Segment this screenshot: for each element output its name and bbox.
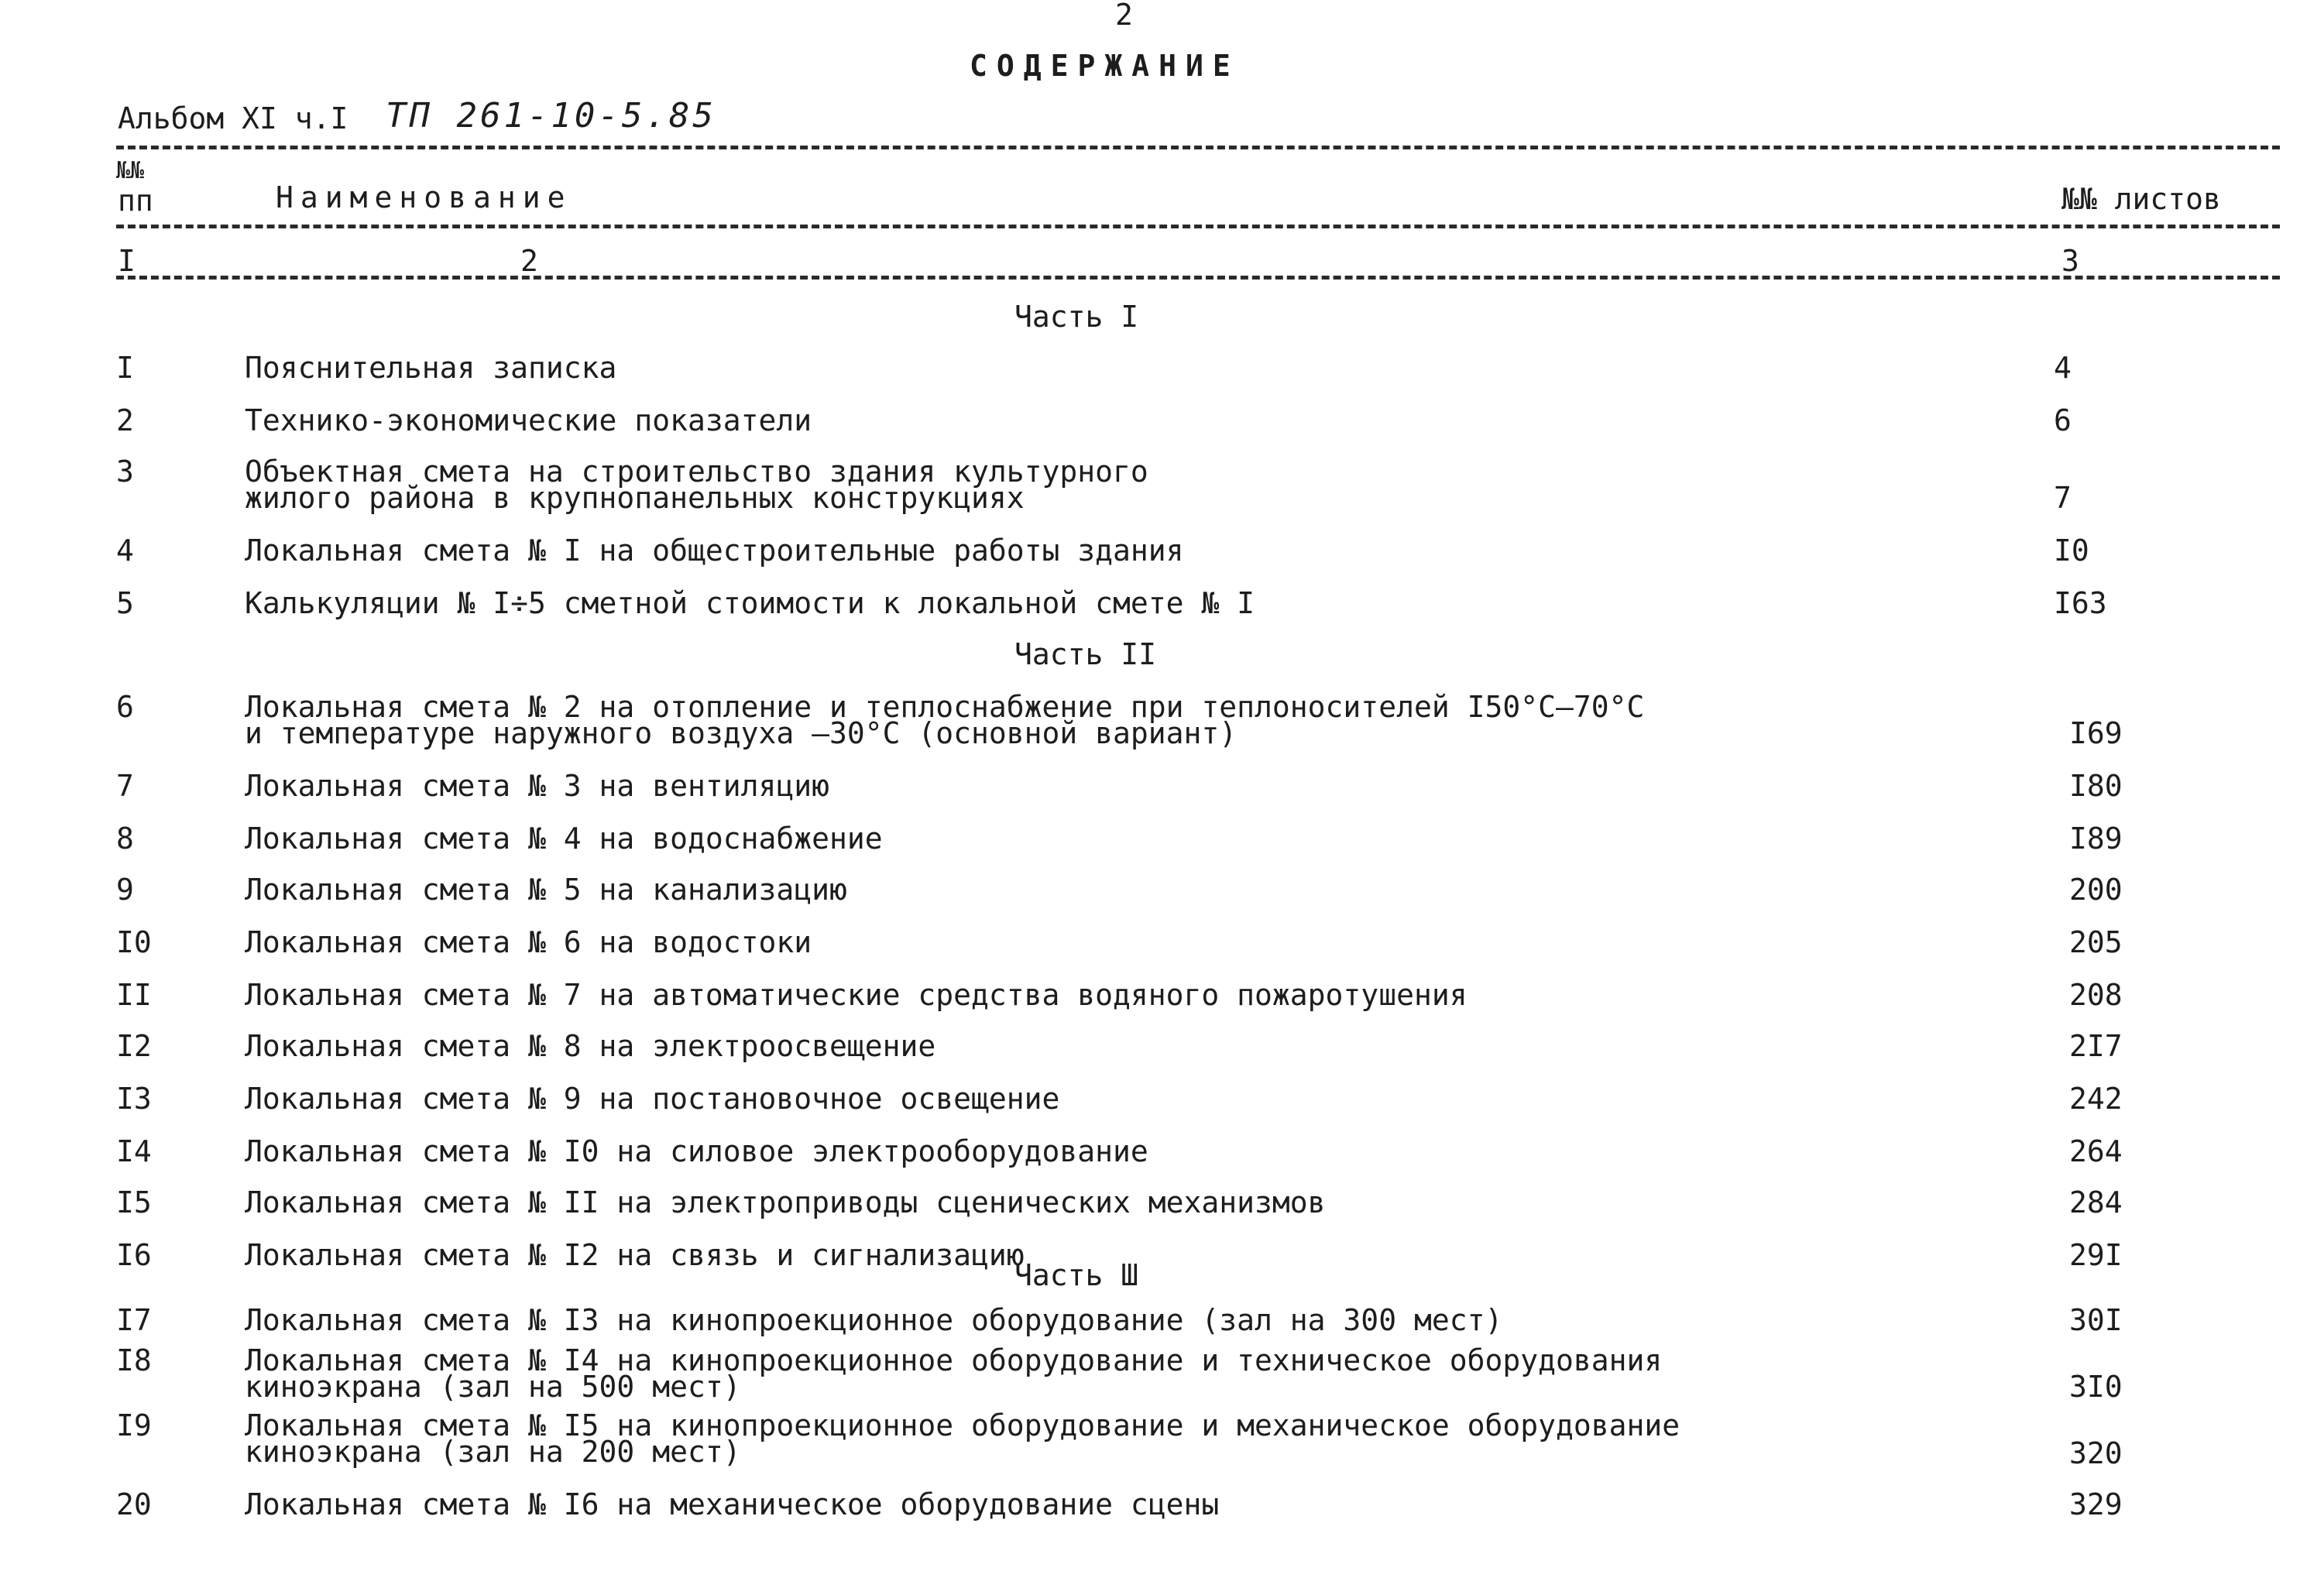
row-number: I5	[116, 1185, 152, 1219]
col-index-1: I	[118, 244, 136, 278]
col-index-3: 3	[2061, 244, 2079, 278]
row-sheet: 329	[2069, 1487, 2123, 1521]
page-title: СОДЕРЖАНИЕ	[970, 49, 1240, 83]
row-sheet: 7	[2054, 481, 2072, 515]
row-sheet: 320	[2069, 1436, 2123, 1470]
row-title: Локальная смета № 9 на постановочное освещение	[245, 1082, 1060, 1116]
row-sheet: 4	[2054, 351, 2072, 385]
row-title: Локальная смета № I0 на силовое электрооборудование	[245, 1134, 1148, 1168]
row-title-line2: киноэкрана (зал на 200 мест)	[245, 1435, 741, 1469]
row-title: Локальная смета № 8 на электроосвещение	[245, 1029, 936, 1063]
row-sheet: I69	[2069, 716, 2123, 750]
row-number: 3	[116, 454, 134, 489]
part-heading-1: Часть I	[1014, 300, 1139, 334]
row-title: Локальная смета № 7 на автоматические средства водяного пожаротушения	[245, 978, 1468, 1012]
header-rule-bottom	[116, 276, 2280, 280]
row-number: 7	[116, 769, 134, 803]
row-sheet: 2I7	[2069, 1029, 2123, 1063]
row-sheet: I63	[2054, 586, 2107, 620]
row-title: Локальная смета № 6 на водостоки	[245, 925, 812, 959]
row-number: II	[116, 978, 152, 1012]
col-sheets-header: №№ листов	[2061, 182, 2221, 216]
row-number: 5	[116, 586, 134, 620]
row-sheet: 6	[2054, 403, 2072, 437]
row-title: Локальная смета № I6 на механическое оборудование сцены	[245, 1487, 1220, 1521]
row-title: Локальная смета № 3 на вентиляцию	[245, 769, 829, 803]
row-title-line1: Локальная смета № I5 на кинопроекционное оборудование и механическое оборудование	[245, 1408, 1680, 1442]
row-number: I6	[116, 1238, 152, 1272]
row-title-line1: Локальная смета № I4 на кинопроекционное оборудование и техническое оборудования	[245, 1343, 1663, 1377]
row-number: 8	[116, 822, 134, 856]
row-number: I4	[116, 1134, 152, 1168]
row-number: I9	[116, 1408, 152, 1442]
row-number: I2	[116, 1029, 152, 1063]
row-number: I7	[116, 1303, 152, 1337]
header-rule-middle	[116, 225, 2280, 228]
part-heading-3: Часть Ш	[1014, 1258, 1139, 1292]
header-rule-top	[116, 146, 2280, 149]
album-code: ТП 261-10-5.85	[386, 96, 716, 135]
row-sheet: 264	[2069, 1134, 2123, 1168]
row-sheet: 208	[2069, 978, 2123, 1012]
row-title: Локальная смета № I2 на связь и сигнализацию	[245, 1238, 1025, 1272]
row-title-line2: жилого района в крупнопанельных конструкциях	[245, 481, 1025, 515]
row-number: I0	[116, 925, 152, 959]
row-title-line1: Объектная смета на строительство здания культурного	[245, 454, 1148, 489]
row-sheet: 242	[2069, 1082, 2123, 1116]
row-number: 6	[116, 690, 134, 724]
row-title-line2: и температуре наружного воздуха –30°C (основной вариант)	[245, 716, 1238, 750]
row-number: 20	[116, 1487, 152, 1521]
row-sheet: 284	[2069, 1185, 2123, 1219]
row-title: Локальная смета № I на общестроительные работы здания	[245, 533, 1184, 568]
row-sheet: I80	[2069, 769, 2123, 803]
row-title: Пояснительная записка	[245, 351, 617, 385]
row-title: Локальная смета № II на электроприводы сценических механизмов	[245, 1185, 1326, 1219]
col-index-2: 2	[520, 244, 538, 278]
row-sheet: I89	[2069, 822, 2123, 856]
part-heading-2: Часть II	[1014, 637, 1157, 671]
row-number: 4	[116, 533, 134, 568]
row-number: I8	[116, 1343, 152, 1377]
page-number: 2	[1115, 0, 1133, 32]
row-sheet: 29I	[2069, 1238, 2123, 1272]
col-name-header: Наименование	[276, 180, 572, 214]
row-sheet: I0	[2054, 533, 2089, 568]
row-number: 2	[116, 403, 134, 437]
row-sheet: 205	[2069, 925, 2123, 959]
row-title: Калькуляции № I÷5 сметной стоимости к локальной смете № I	[245, 586, 1255, 620]
row-title: Локальная смета № 4 на водоснабжение	[245, 822, 883, 856]
row-number: I	[116, 351, 134, 385]
row-title-line2: киноэкрана (зал на 500 мест)	[245, 1370, 741, 1404]
col-num-header-line2: пп	[118, 184, 153, 218]
album-label: Альбом XI ч.I	[118, 101, 348, 135]
row-title: Технико-экономические показатели	[245, 403, 812, 437]
row-title: Локальная смета № 5 на канализацию	[245, 873, 847, 907]
row-title: Локальная смета № I3 на кинопроекционное оборудование (зал на 300 мест)	[245, 1303, 1503, 1337]
row-title-line1: Локальная смета № 2 на отопление и теплоснабжение при теплоносителей I50°C–70°C	[245, 690, 1645, 724]
row-number: 9	[116, 873, 134, 907]
col-num-header-line1: №№	[116, 157, 145, 184]
row-sheet: 200	[2069, 873, 2123, 907]
row-sheet: 3I0	[2069, 1370, 2123, 1404]
row-number: I3	[116, 1082, 152, 1116]
row-sheet: 30I	[2069, 1303, 2123, 1337]
